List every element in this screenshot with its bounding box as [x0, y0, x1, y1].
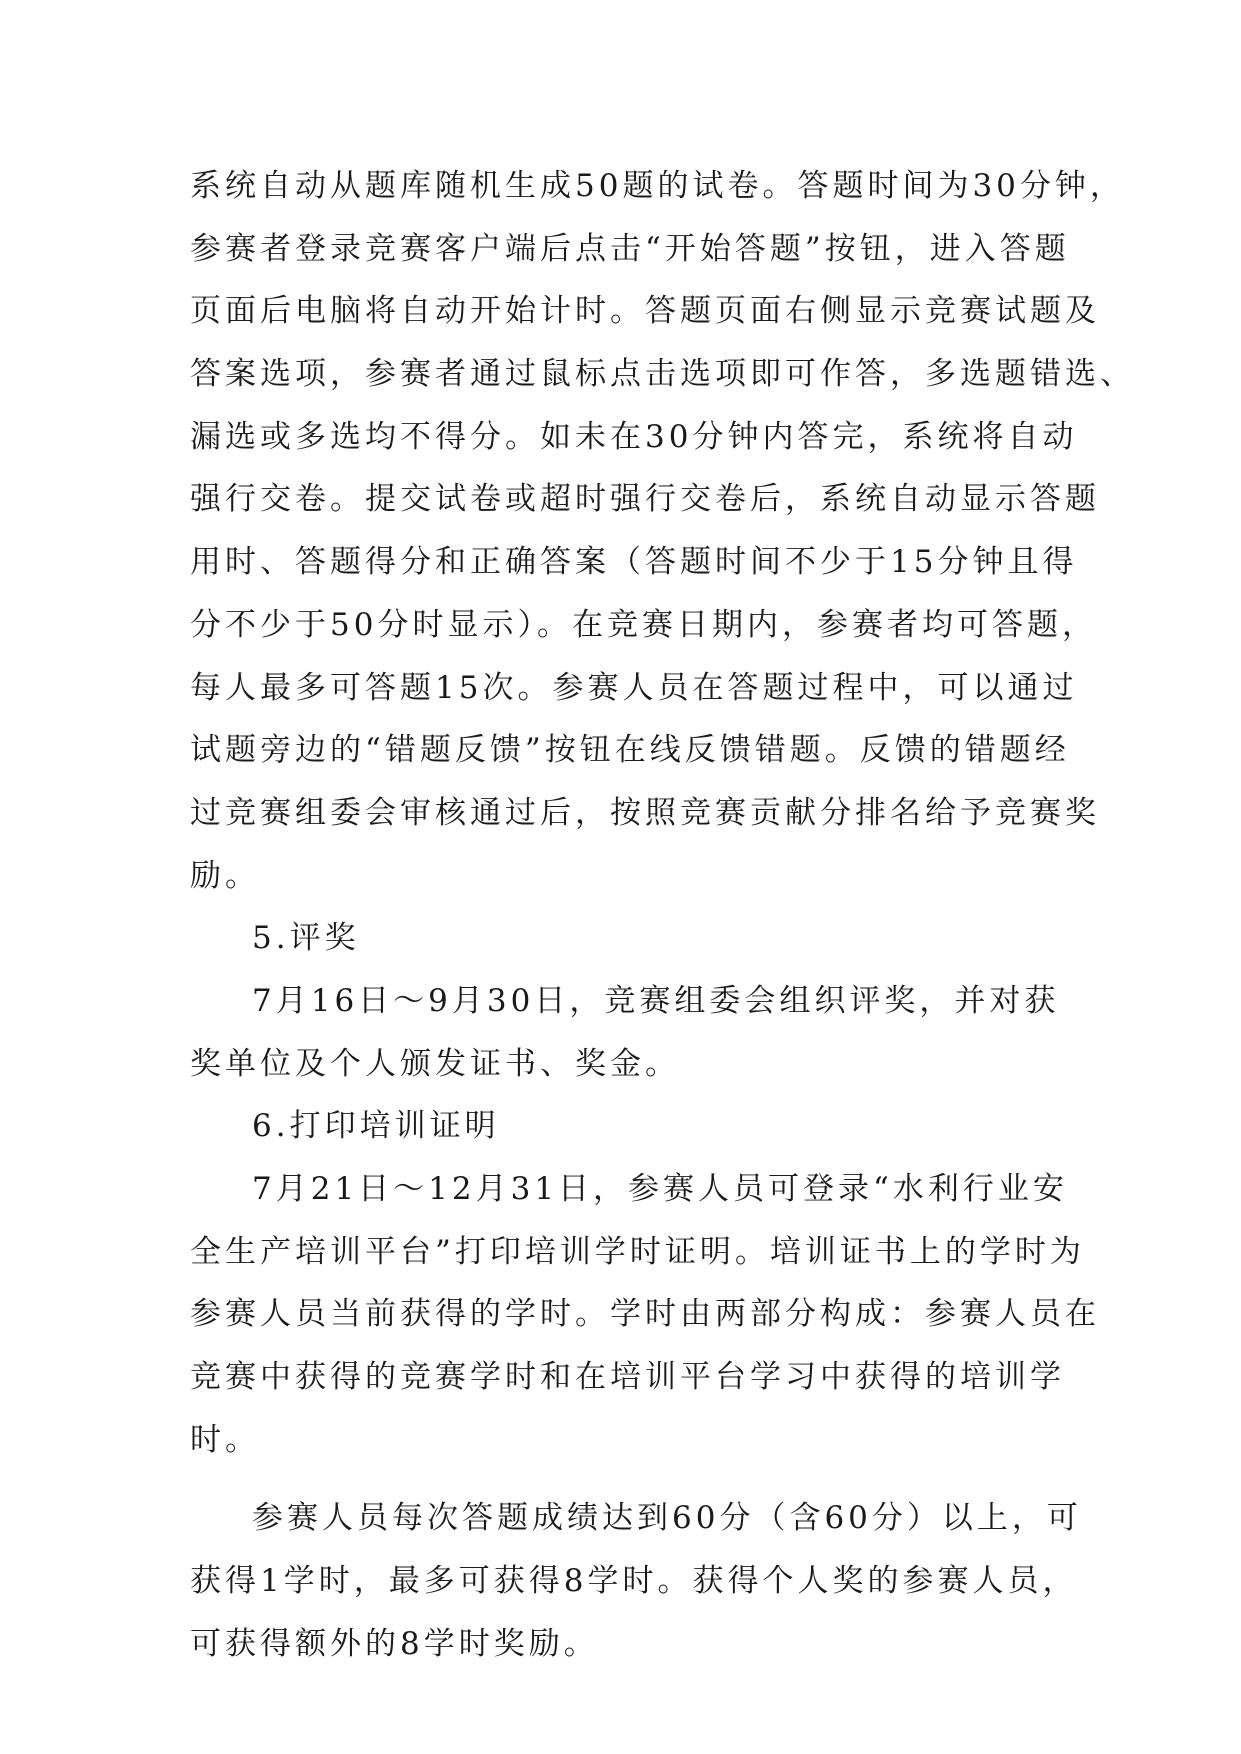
text-line: 竞赛中获得的竞赛学时和在培训平台学习中获得的培训学	[190, 1359, 1065, 1396]
paragraph-spacer	[190, 1471, 1052, 1487]
section-heading-print-certificate: 6.打印培训证明	[252, 1108, 500, 1145]
text-line: 7月16日～9月30日，竞赛组委会组织评奖，并对获	[252, 982, 1060, 1019]
text-line: 时。	[190, 1421, 260, 1458]
text-line: 页面后电脑将自动开始计时。答题页面右侧显示竞赛试题及	[190, 293, 1100, 330]
text-line: 答案选项，参赛者通过鼠标点击选项即可作答，多选题错选、	[190, 356, 1135, 393]
document-body	[190, 155, 1135, 1676]
text-line: 参赛人员每次答题成绩达到60分（含60分）以上，可	[252, 1500, 1082, 1537]
text-line: 用时、答题得分和正确答案（答题时间不少于15分钟且得	[190, 544, 1078, 581]
paragraph-study-hours	[190, 1487, 1082, 1675]
text-line: 奖单位及个人颁发证书、奖金。	[190, 1045, 680, 1082]
text-line: 参赛者登录竞赛客户端后点击“开始答题”按钮，进入答题	[190, 230, 1070, 267]
text-line: 每人最多可答题15次。参赛人员在答题过程中，可以通过	[190, 669, 1078, 706]
text-line: 系统自动从题库随机生成50题的试卷。答题时间为30分钟，	[190, 168, 1125, 204]
text-line: 可获得额外的8学时奖励。	[190, 1625, 599, 1662]
text-line: 7月21日～12月31日，参赛人员可登录“水利行业安	[252, 1171, 1068, 1207]
text-line: 励。	[190, 857, 260, 894]
text-line: 获得1学时，最多可获得8学时。获得个人奖的参赛人员，	[190, 1563, 1078, 1600]
text-line: 漏选或多选均不得分。如未在30分钟内答完，系统将自动	[190, 418, 1078, 455]
paragraph-awards	[190, 970, 1060, 1095]
paragraph-print-certificate	[190, 1158, 1100, 1471]
text-line: 过竞赛组委会审核通过后，按照竞赛贡献分排名给予竞赛奖	[190, 794, 1100, 831]
paragraph-answering-rules	[190, 155, 1135, 907]
text-line: 试题旁边的“错题反馈”按钮在线反馈错题。反馈的错题经	[190, 732, 1070, 769]
section-heading-awards: 5.评奖	[252, 920, 360, 957]
text-line: 参赛人员当前获得的学时。学时由两部分构成：参赛人员在	[190, 1296, 1100, 1333]
text-line: 分不少于50分时显示）。在竞赛日期内，参赛者均可答题，	[190, 606, 1097, 643]
text-line: 强行交卷。提交试卷或超时强行交卷后，系统自动显示答题	[190, 481, 1100, 518]
text-line: 全生产培训平台”打印培训学时证明。培训证书上的学时为	[190, 1233, 1085, 1270]
